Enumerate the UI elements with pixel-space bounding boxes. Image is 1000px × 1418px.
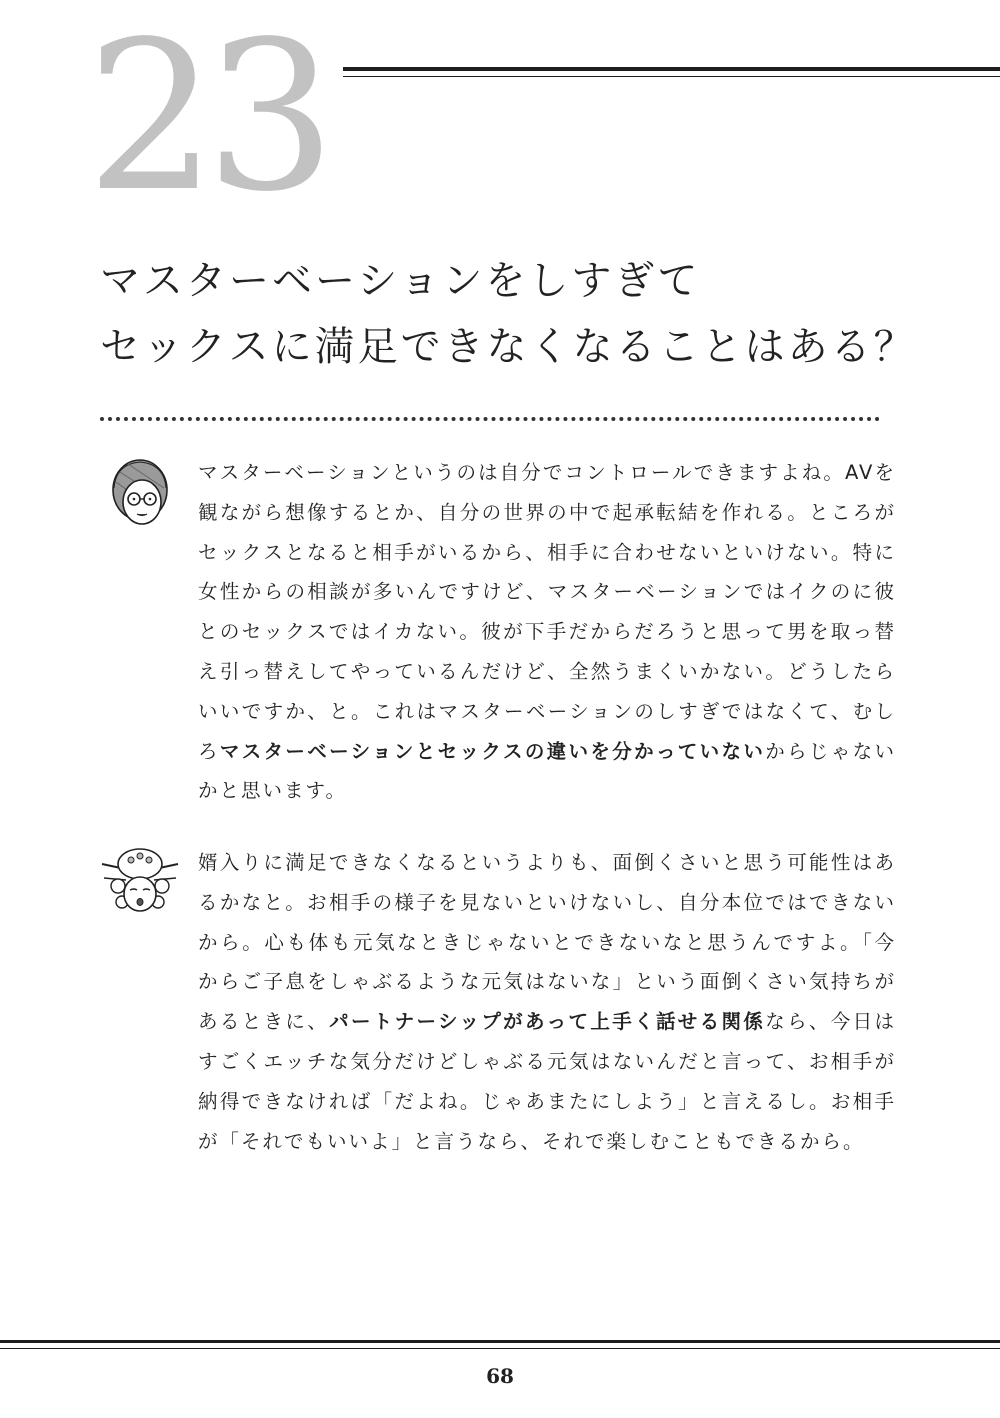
dotted-divider: [100, 417, 880, 421]
title-line-1: マスターベーションをしすぎて: [100, 258, 701, 304]
text-segment: マスターベーションというのは自分でコントロールできますよね。AVを観ながら想像するとか、自分の世界の中で起承転結を作れる。ところがセックスとなると相手がいるから、相手に合わせないといけない。特に女性からの相談が多いんですけど、マスターベーションではイクのに彼とのセックスではイカない。彼が下手だからだろうと思って男を取っ替え引っ替えしてやっているんだけど、全然うまくいかない。どうしたらいいですか、と。これはマスターベーションのしすぎではなくて、むしろ: [198, 461, 896, 763]
text-segment: なら、今日はすごくエッチな気分だけどしゃぶる元気はないんだと言って、お相手が納得できなければ「だよね。じゃあまたにしよう」と言えるし。お相手が「それでもいいよ」と言うなら、それで楽しむこともできるから。: [198, 1010, 896, 1153]
page-number: 68: [486, 1364, 514, 1388]
footer-rule: [0, 1340, 1000, 1349]
header-rule: [343, 67, 1000, 77]
page-title: [100, 248, 940, 380]
text-segment: からじゃないかと思います。: [198, 739, 896, 803]
speaker-1-paragraph: [198, 453, 896, 811]
emphasis-text: マスターベーションとセックスの違いを分かっていない: [219, 739, 766, 763]
text-segment: 婿入りに満足できなくなるというよりも、面倒くさいと思う可能性はあるかなと。お相手の様子を見ないといけないし、自分本位ではできないから。心も体も元気なときじゃないとできないなと思うんですよ。「今からご子息をしゃぶるような元気はないな」という面倒くさい気持ちがあるときに、: [198, 851, 896, 1034]
chapter-number: 23: [86, 0, 325, 237]
speaker-2-paragraph: [198, 843, 896, 1161]
woman-glasses-avatar-icon: [100, 452, 180, 532]
oiran-avatar-icon: [100, 842, 180, 922]
title-line-2: セックスに満足できなくなることはある？: [100, 324, 917, 370]
emphasis-text: パートナーシップがあって上手く話せる関係: [329, 1010, 766, 1034]
